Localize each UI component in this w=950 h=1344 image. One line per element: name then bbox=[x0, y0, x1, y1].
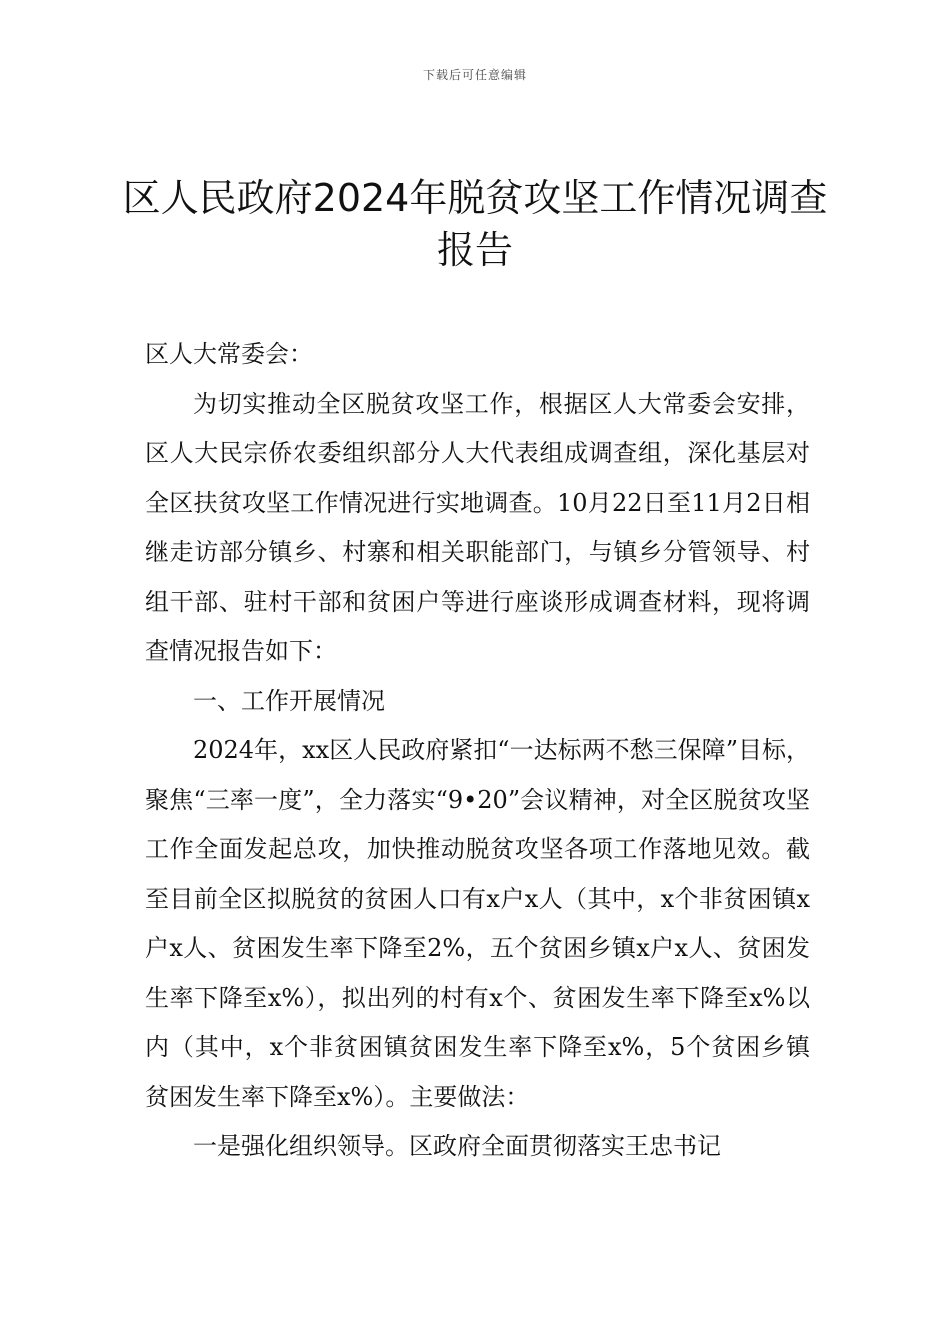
paragraph-measure-1: 一是强化组织领导。区政府全面贯彻落实王忠书记 bbox=[193, 1132, 721, 1160]
document-title: 区人民政府2024年脱贫攻坚工作情况调查报告 bbox=[122, 176, 828, 272]
document-body bbox=[145, 330, 810, 1172]
header-note: 下载后可任意编辑 bbox=[422, 68, 527, 82]
section-heading: 一、工作开展情况 bbox=[193, 686, 385, 715]
paragraph-intro: 为切实推动全区脱贫攻坚工作，根据区人大常委会安排，区人大民宗侨农委组织部分人大代表组成调查组，深化基层对全区扶贫攻坚工作情况进行实地调查。10月22日至11月2日相继走访部分镇乡、村寨和相关职能部门，与镇乡分管领导、村组干部、驻村干部和贫困户等进行座谈形成调查材料，现将调查情况报告如下： bbox=[145, 389, 810, 665]
salutation: 区人大常委会： bbox=[145, 340, 313, 368]
paragraph-overview: 2024年，xx区人民政府紧扣“一达标两不愁三保障”目标，聚焦“三率一度”，全力落实“9•20”会议精神，对全区脱贫攻坚工作全面发起总攻，加快推动脱贫攻坚各项工作落地见效。截至目前全区拟脱贫的贫困人口有x户x人（其中，x个非贫困镇x户x人、贫困发生率下降至2%，五个贫困乡镇x户x人、贫困发生率下降至x%），拟出列的村有x个、贫困发生率下降至x%以内（其中，x个非贫困镇贫困发生率下降至x%，5个贫困乡镇贫困发生率下降至x%）。主要做法： bbox=[145, 736, 810, 1111]
